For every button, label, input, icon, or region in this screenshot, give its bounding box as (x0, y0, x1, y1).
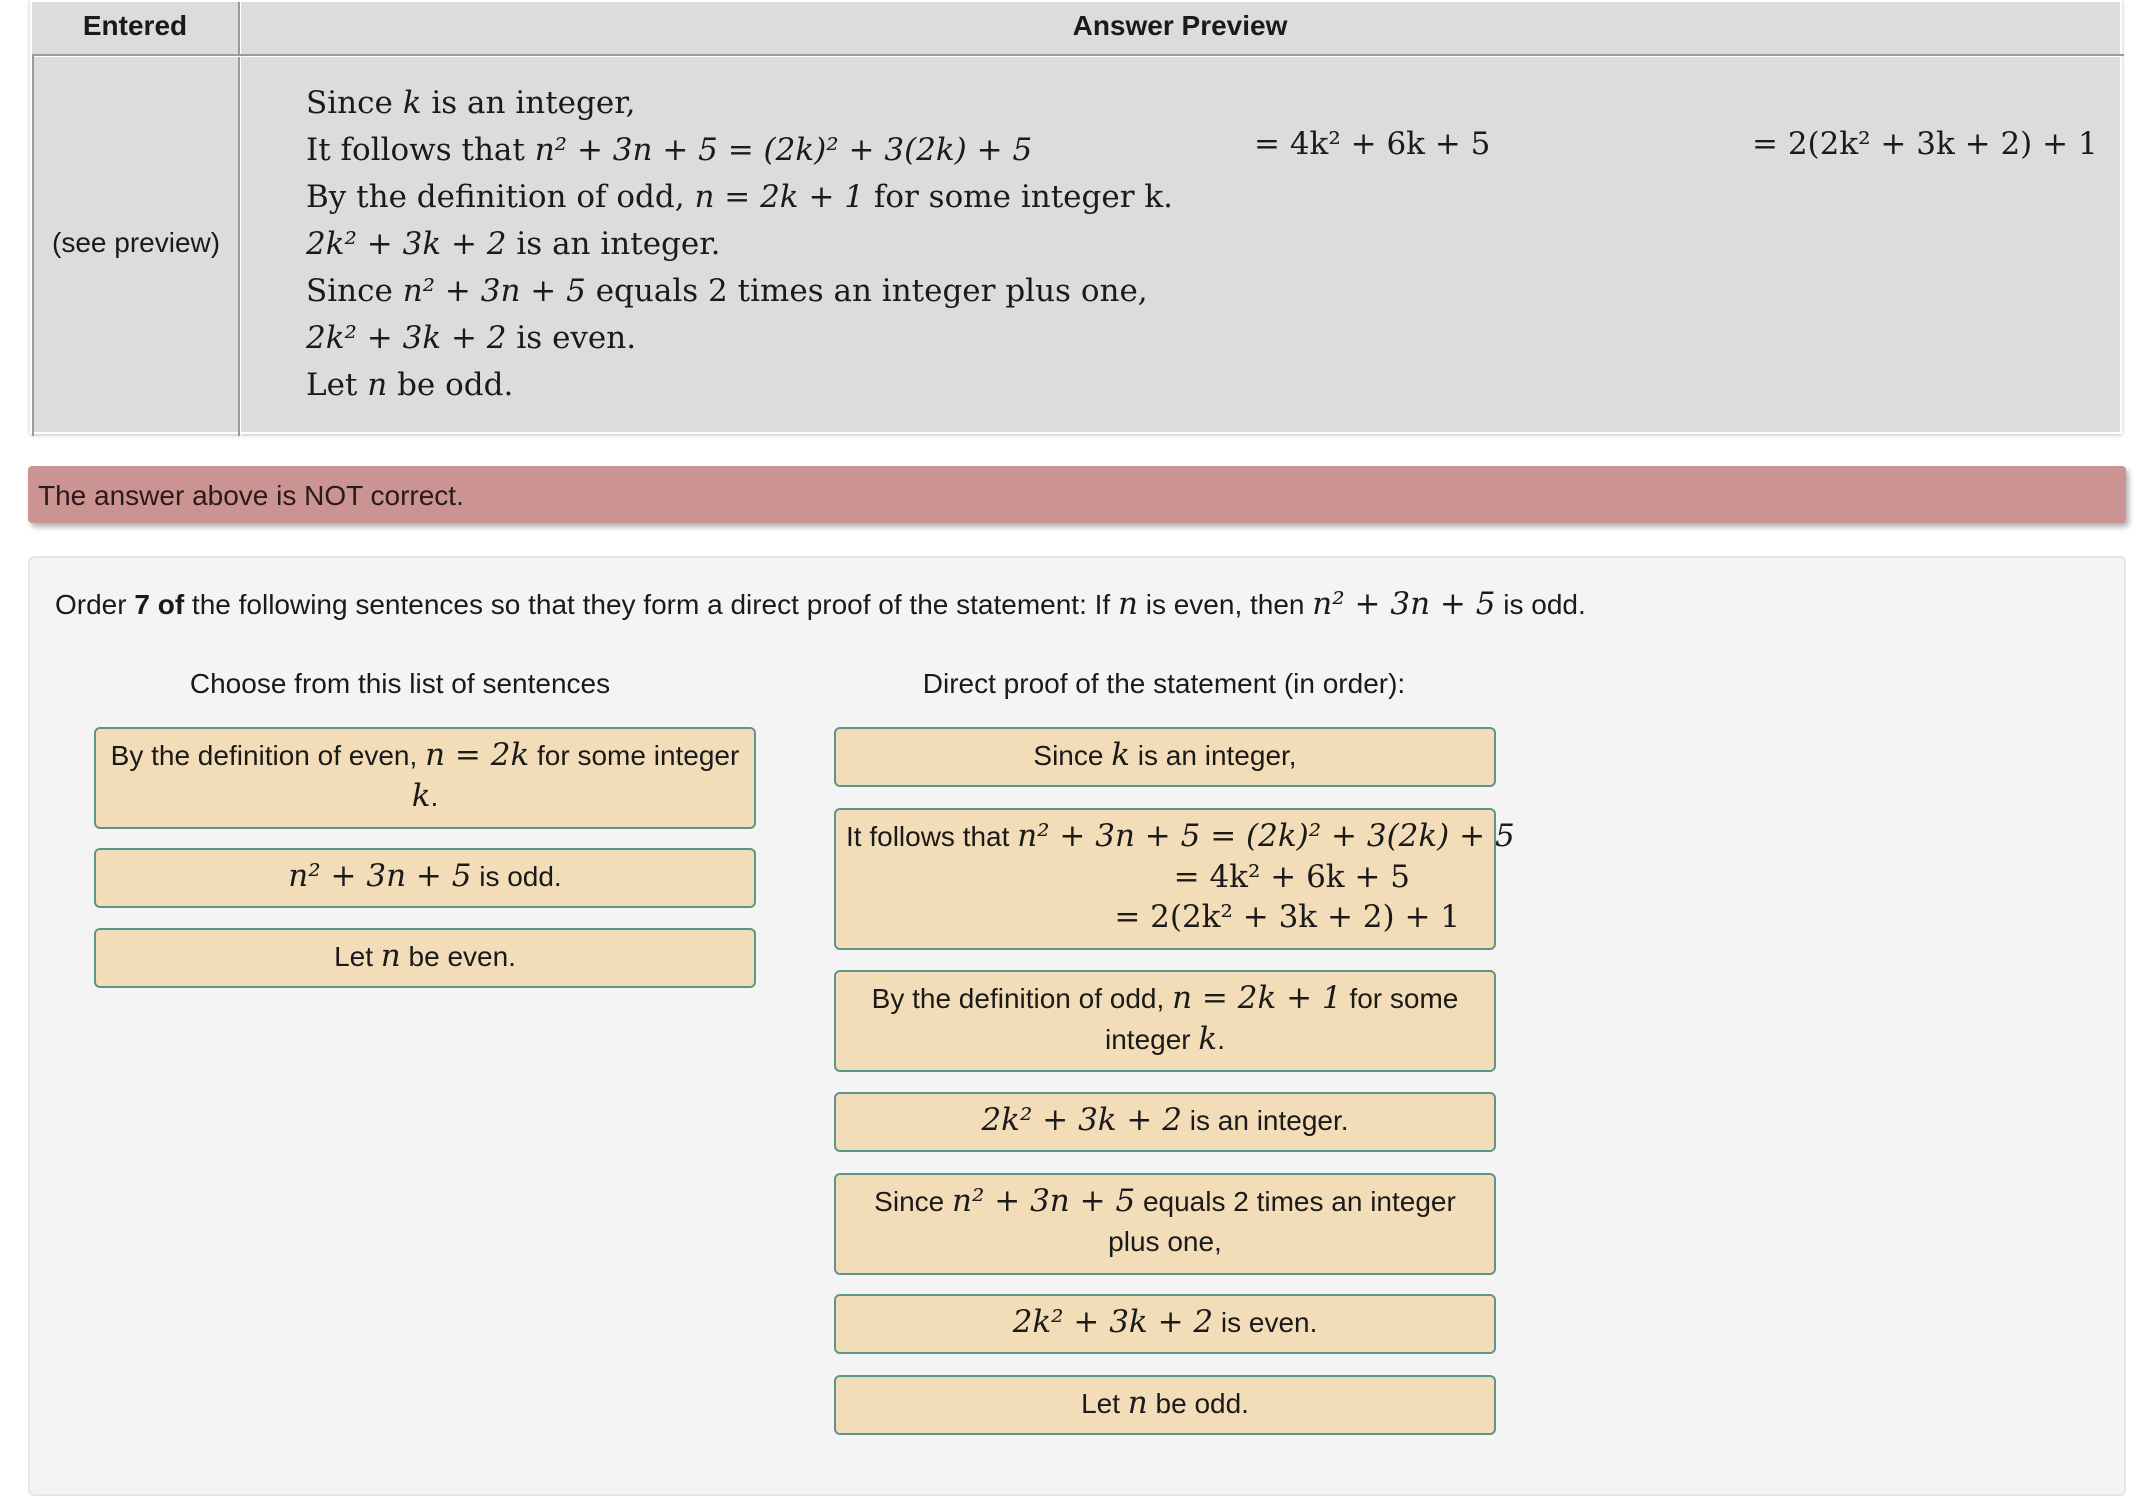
left-border (32, 54, 34, 436)
proof-sentence-card[interactable]: It follows that n² + 3n + 5 = (2k)² + 3(2k) + 5 = 4k² + 6k + 5 = 2(2k² + 3k + 2) + 1 (834, 808, 1496, 950)
proof-sentence-card[interactable]: 2k² + 3k + 2 is even. (834, 1294, 1496, 1354)
source-sentence-card[interactable]: n² + 3n + 5 is odd. (94, 848, 756, 908)
preview-line: Since n² + 3n + 5 equals 2 times an integer plus one, (306, 273, 1148, 309)
preview-line: 2k² + 3k + 2 is even. (306, 320, 637, 356)
answer-preview (306, 80, 1173, 409)
proof-sentence-card[interactable]: By the definition of odd, n = 2k + 1 for some integer k. (834, 970, 1496, 1072)
source-sentence-card[interactable]: By the definition of even, n = 2k for some integer k. (94, 727, 756, 829)
status-message: The answer above is NOT correct. (28, 466, 2126, 523)
entered-value: (see preview) (52, 227, 221, 258)
column-divider (238, 2, 240, 436)
source-sentence-card[interactable]: Let n be even. (94, 928, 756, 988)
results-table (30, 0, 2122, 434)
header-divider (32, 54, 2124, 56)
preview-line: Let n be odd. (306, 367, 514, 403)
header-answer-preview: Answer Preview (1072, 10, 1288, 41)
proof-sentence-card[interactable]: 2k² + 3k + 2 is an integer. (834, 1092, 1496, 1152)
preview-line: By the definition of odd, n = 2k + 1 for some integer k. (306, 179, 1174, 215)
preview-equation-step-3: = 2(2k² + 3k + 2) + 1 (1752, 126, 2098, 162)
proof-sentence-card[interactable]: Since n² + 3n + 5 equals 2 times an integer plus one, (834, 1173, 1496, 1275)
proof-sentence-card[interactable]: Let n be odd. (834, 1375, 1496, 1435)
source-list-heading: Choose from this list of sentences (189, 668, 611, 699)
header-entered: Entered (82, 10, 188, 41)
proof-sentence-card[interactable]: Since k is an integer, (834, 727, 1496, 787)
preview-line: 2k² + 3k + 2 is an integer. (306, 226, 721, 262)
preview-equation-step-2: = 4k² + 6k + 5 (1254, 126, 1491, 162)
problem-prompt: Order 7 of the following sentences so that they form a direct proof of the statement: If n is even, then n² + 3n + 5 is odd. (55, 586, 1586, 622)
proof-list-heading: Direct proof of the statement (in order): (922, 668, 1406, 699)
preview-line: Since k is an integer, (306, 85, 636, 121)
problem-panel (28, 556, 2126, 1496)
preview-line: It follows that n² + 3n + 5 = (2k)² + 3(2k) + 5 (306, 132, 1033, 168)
